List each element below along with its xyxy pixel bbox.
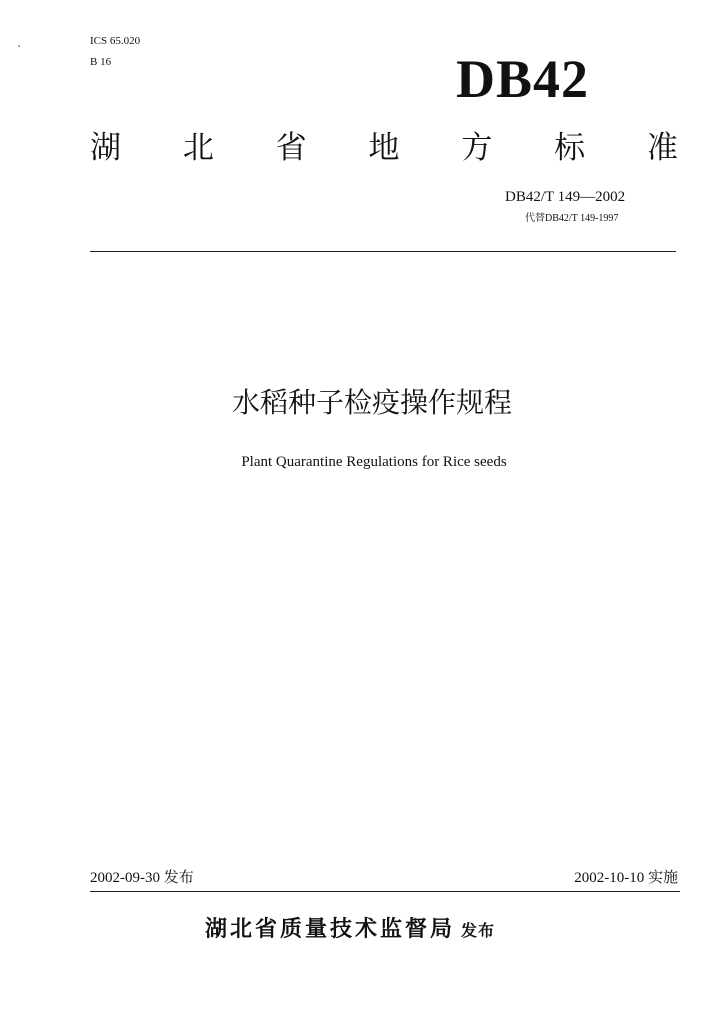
issuer-name: 湖北省质量技术监督局 [205, 916, 456, 941]
standard-type-heading [90, 130, 678, 166]
standard-number: DB42/T 149—2002 [505, 189, 626, 205]
standard-type-char: 方 [461, 130, 493, 166]
standard-type-char: 准 [646, 130, 678, 166]
footer-divider [90, 891, 680, 892]
issuer-suffix: 发布 [461, 923, 496, 940]
standard-type-char: 地 [368, 130, 400, 166]
title-english: Plant Quarantine Regulations for Rice seeds [241, 454, 507, 470]
header-divider [90, 251, 676, 252]
title-chinese: 水稻种子检疫操作规程 [231, 386, 512, 419]
standard-type-char: 北 [182, 130, 214, 166]
standard-type-char: 省 [275, 130, 307, 166]
standard-type-char: 湖 [90, 130, 121, 166]
issuing-authority [205, 918, 495, 940]
standard-type-char: 标 [554, 130, 586, 166]
standard-code-logo: DB42 [456, 49, 590, 109]
implementation-date: 2002-10-10 实施 [574, 870, 678, 886]
issue-date: 2002-09-30 发布 [90, 870, 194, 886]
margin-mark: ` [17, 45, 22, 56]
replaces-note: 代替DB42/T 149-1997 [525, 213, 619, 224]
classification-code: B 16 [90, 56, 112, 68]
ics-code: ICS 65.020 [90, 35, 141, 47]
